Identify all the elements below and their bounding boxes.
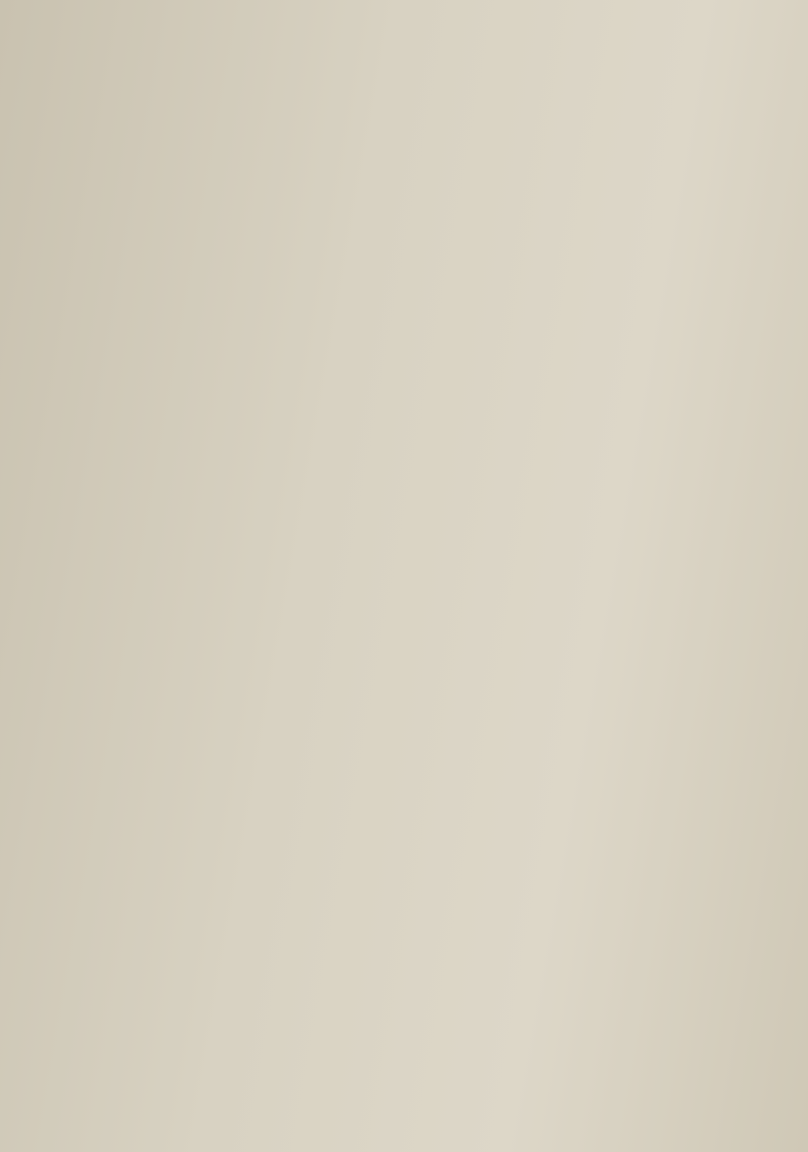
sentence-list-top <box>81 0 807 124</box>
